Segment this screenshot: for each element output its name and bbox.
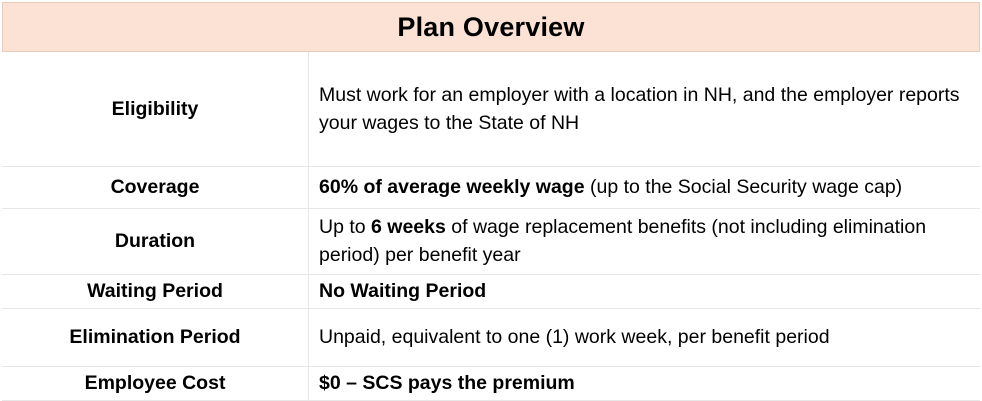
page-title: Plan Overview xyxy=(397,11,585,42)
row-value xyxy=(309,166,981,208)
value-text: Up to xyxy=(319,216,372,238)
row-value xyxy=(309,274,981,308)
value-bold-text: 60% of average weekly wage xyxy=(319,176,585,198)
table-row-employee-cost xyxy=(2,366,980,400)
table-row-eligibility xyxy=(2,52,980,166)
title-bar xyxy=(2,2,980,52)
value-text: (up to the Social Security wage cap) xyxy=(584,176,903,198)
plan-table xyxy=(2,52,980,401)
table-row-waiting-period xyxy=(2,274,980,308)
row-label: Waiting Period xyxy=(2,274,309,308)
row-value xyxy=(309,366,981,400)
row-value xyxy=(309,308,981,366)
row-label: Coverage xyxy=(2,166,309,208)
value-bold-text: 6 weeks xyxy=(371,216,446,238)
value-text: Unpaid, equivalent to one (1) work week, per benefit period xyxy=(319,326,830,348)
table-row-duration xyxy=(2,208,980,274)
value-bold-text: $0 – SCS pays the premium xyxy=(319,372,575,394)
table-row-coverage xyxy=(2,166,980,208)
row-label: Elimination Period xyxy=(2,308,309,366)
row-label: Employee Cost xyxy=(2,366,309,400)
row-label: Duration xyxy=(2,208,309,274)
row-value xyxy=(309,208,981,274)
value-text: of wage replacement benefits (not including elimination period) per benefit year xyxy=(319,216,927,266)
value-bold-text: No Waiting Period xyxy=(319,280,487,302)
row-label: Eligibility xyxy=(2,52,309,166)
value-text: Must work for an employer with a location in NH, and the employer reports your wages to the State of NH xyxy=(319,83,960,134)
row-value xyxy=(309,52,981,166)
table-row-elimination-period xyxy=(2,308,980,366)
